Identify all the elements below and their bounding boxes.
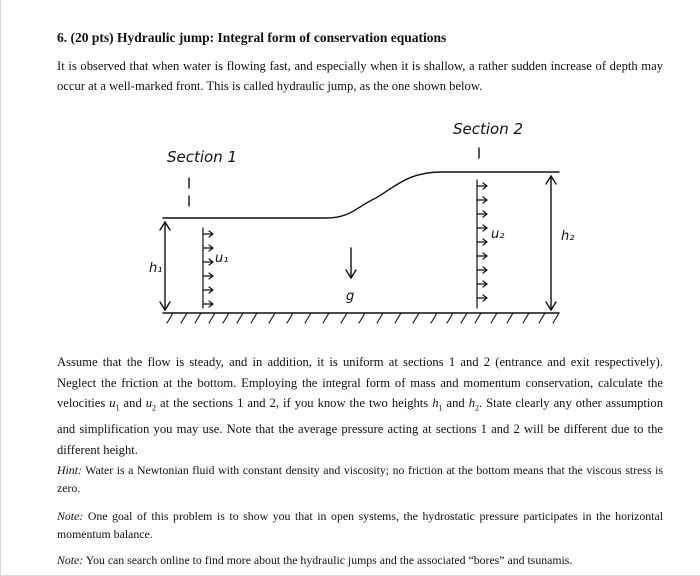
h1-label: h₁ (149, 261, 163, 276)
note2-paragraph (57, 551, 663, 569)
u2-subscript: 2 (152, 403, 157, 413)
section2-label: Section 2 (453, 120, 524, 138)
p2-text-end: . State clearly any other assumption and simplification you may use. Note that the average pressure acting at sections 1 and 2 will be different due to the different height. (57, 396, 664, 457)
free-surface-line (163, 172, 559, 218)
u1-symbol: u (109, 396, 116, 410)
u1-subscript: 1 (115, 403, 120, 413)
u1-velocity-arrows (203, 228, 213, 308)
problem-title: 6. (20 pts) Hydraulic jump: Integral form of conservation equations (57, 30, 447, 45)
note2-label: Note: (57, 553, 84, 567)
u2-symbol: u (145, 396, 153, 410)
p2-text-mid: at the sections 1 and 2, if you know the two heights (156, 396, 433, 410)
note1-text: One goal of this problem is to show you that in open systems, the hydrostatic pressure participates in the horizontal momentum balance. (57, 509, 663, 541)
section1-label: Section 1 (167, 148, 238, 166)
u2-label: u₂ (491, 227, 505, 242)
hint-paragraph (57, 461, 663, 497)
h1-symbol: h (432, 396, 439, 410)
g-label: g (346, 289, 355, 304)
hydraulic-jump-figure (141, 110, 581, 335)
h2-arrow (546, 176, 556, 310)
note1-label: Note: (57, 509, 84, 523)
u1-label: u₁ (215, 251, 229, 266)
p2-text-start: Assume that the flow is steady, and in addition, it is uniform at sections 1 and 2 (entrance and exit respectively). Neglect the friction at the bottom. Employing the integral form of mass and momentum conservation, calculate the velocities (57, 355, 663, 410)
h2-label: h₂ (561, 229, 575, 244)
assumption-paragraph (57, 352, 663, 460)
hydraulic-jump-sketch (141, 110, 581, 335)
p2-and-2: and (442, 396, 469, 410)
intro-paragraph: It is observed that when water is flowing fast, and especially when it is shallow, a rather sudden increase of depth may occur at a well-marked front. This is called hydraulic jump, as the one shown below. (57, 59, 663, 93)
u2-velocity-arrows (477, 180, 487, 308)
hint-label: Hint: (57, 463, 82, 477)
bottom-hatching (167, 313, 559, 323)
p2-and-1: and (119, 396, 146, 410)
note2-text: You can search online to find more about the hydraulic jumps and the associated “bores” and tsunamis. (83, 553, 573, 567)
note1-paragraph (57, 507, 663, 543)
hint-text: Water is a Newtonian fluid with constant density and viscosity; no friction at the bottom means that the viscous stress is zero. (57, 463, 663, 495)
h2-symbol: h (468, 396, 475, 410)
h1-subscript: 1 (438, 403, 443, 413)
h2-subscript: 2 (475, 403, 479, 413)
gravity-arrow (346, 248, 356, 278)
